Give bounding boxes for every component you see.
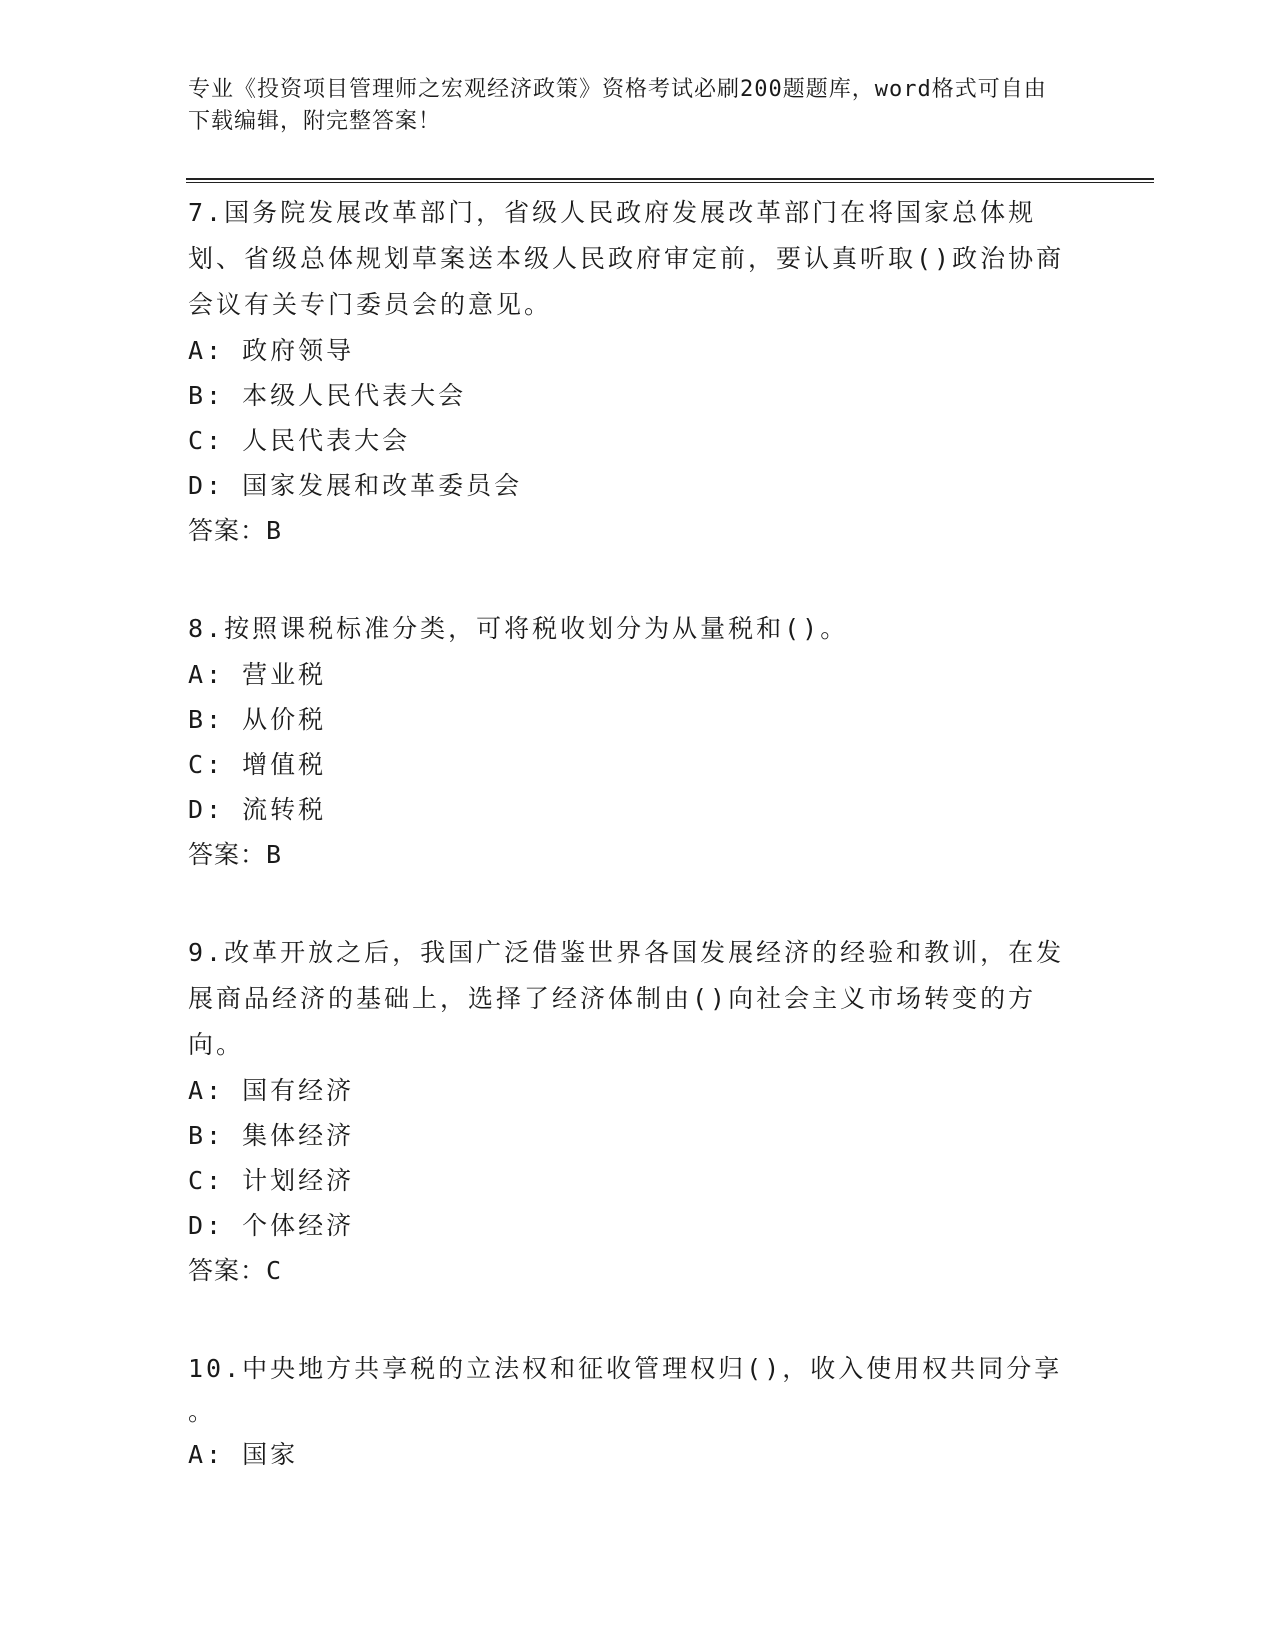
header-divider <box>186 178 1154 183</box>
option-a: A: 营业税 <box>188 660 327 689</box>
answer-label: 答案： <box>188 1256 267 1285</box>
option-a: A: 国有经济 <box>188 1076 355 1105</box>
option-d: D: 国家发展和改革委员会 <box>188 471 523 500</box>
answer-label: 答案： <box>188 516 267 545</box>
question-stem-tail: 。 <box>188 1397 214 1426</box>
answer-value: C <box>266 1256 283 1285</box>
question-7 <box>188 190 1088 554</box>
question-list <box>188 190 1088 1477</box>
question-10 <box>188 1346 1088 1477</box>
question-8 <box>188 606 1088 878</box>
option-b: B: 本级人民代表大会 <box>188 381 467 410</box>
option-a: A: 国家 <box>188 1440 299 1469</box>
answer-value: B <box>266 840 283 869</box>
option-c: C: 人民代表大会 <box>188 426 411 455</box>
option-b: B: 集体经济 <box>188 1121 355 1150</box>
question-stem: 10.中央地方共享税的立法权和征收管理权归()，收入使用权共同分享 <box>188 1354 1063 1383</box>
answer-label: 答案： <box>188 840 267 869</box>
option-c: C: 增值税 <box>188 750 327 779</box>
question-stem: 9.改革开放之后，我国广泛借鉴世界各国发展经济的经验和教训，在发展商品经济的基础上，选择了经济体制由()向社会主义市场转变的方向。 <box>188 938 1065 1059</box>
answer-line <box>188 1248 1088 1294</box>
option-b: B: 从价税 <box>188 705 327 734</box>
answer-value: B <box>266 516 283 545</box>
answer-line <box>188 508 1088 554</box>
option-a: A: 政府领导 <box>188 336 355 365</box>
answer-line <box>188 832 1088 878</box>
question-stem: 7.国务院发展改革部门，省级人民政府发展改革部门在将国家总体规划、省级总体规划草案送本级人民政府审定前，要认真听取()政治协商会议有关专门委员会的意见。 <box>188 198 1065 319</box>
question-stem: 8.按照课税标准分类，可将税收划分为从量税和()。 <box>188 614 849 643</box>
document-header: 专业《投资项目管理师之宏观经济政策》资格考试必刷200题题库，word格式可自由下载编辑，附完整答案！ <box>188 77 1047 134</box>
option-d: D: 流转税 <box>188 795 327 824</box>
question-9 <box>188 930 1088 1294</box>
option-d: D: 个体经济 <box>188 1211 355 1240</box>
option-c: C: 计划经济 <box>188 1166 355 1195</box>
